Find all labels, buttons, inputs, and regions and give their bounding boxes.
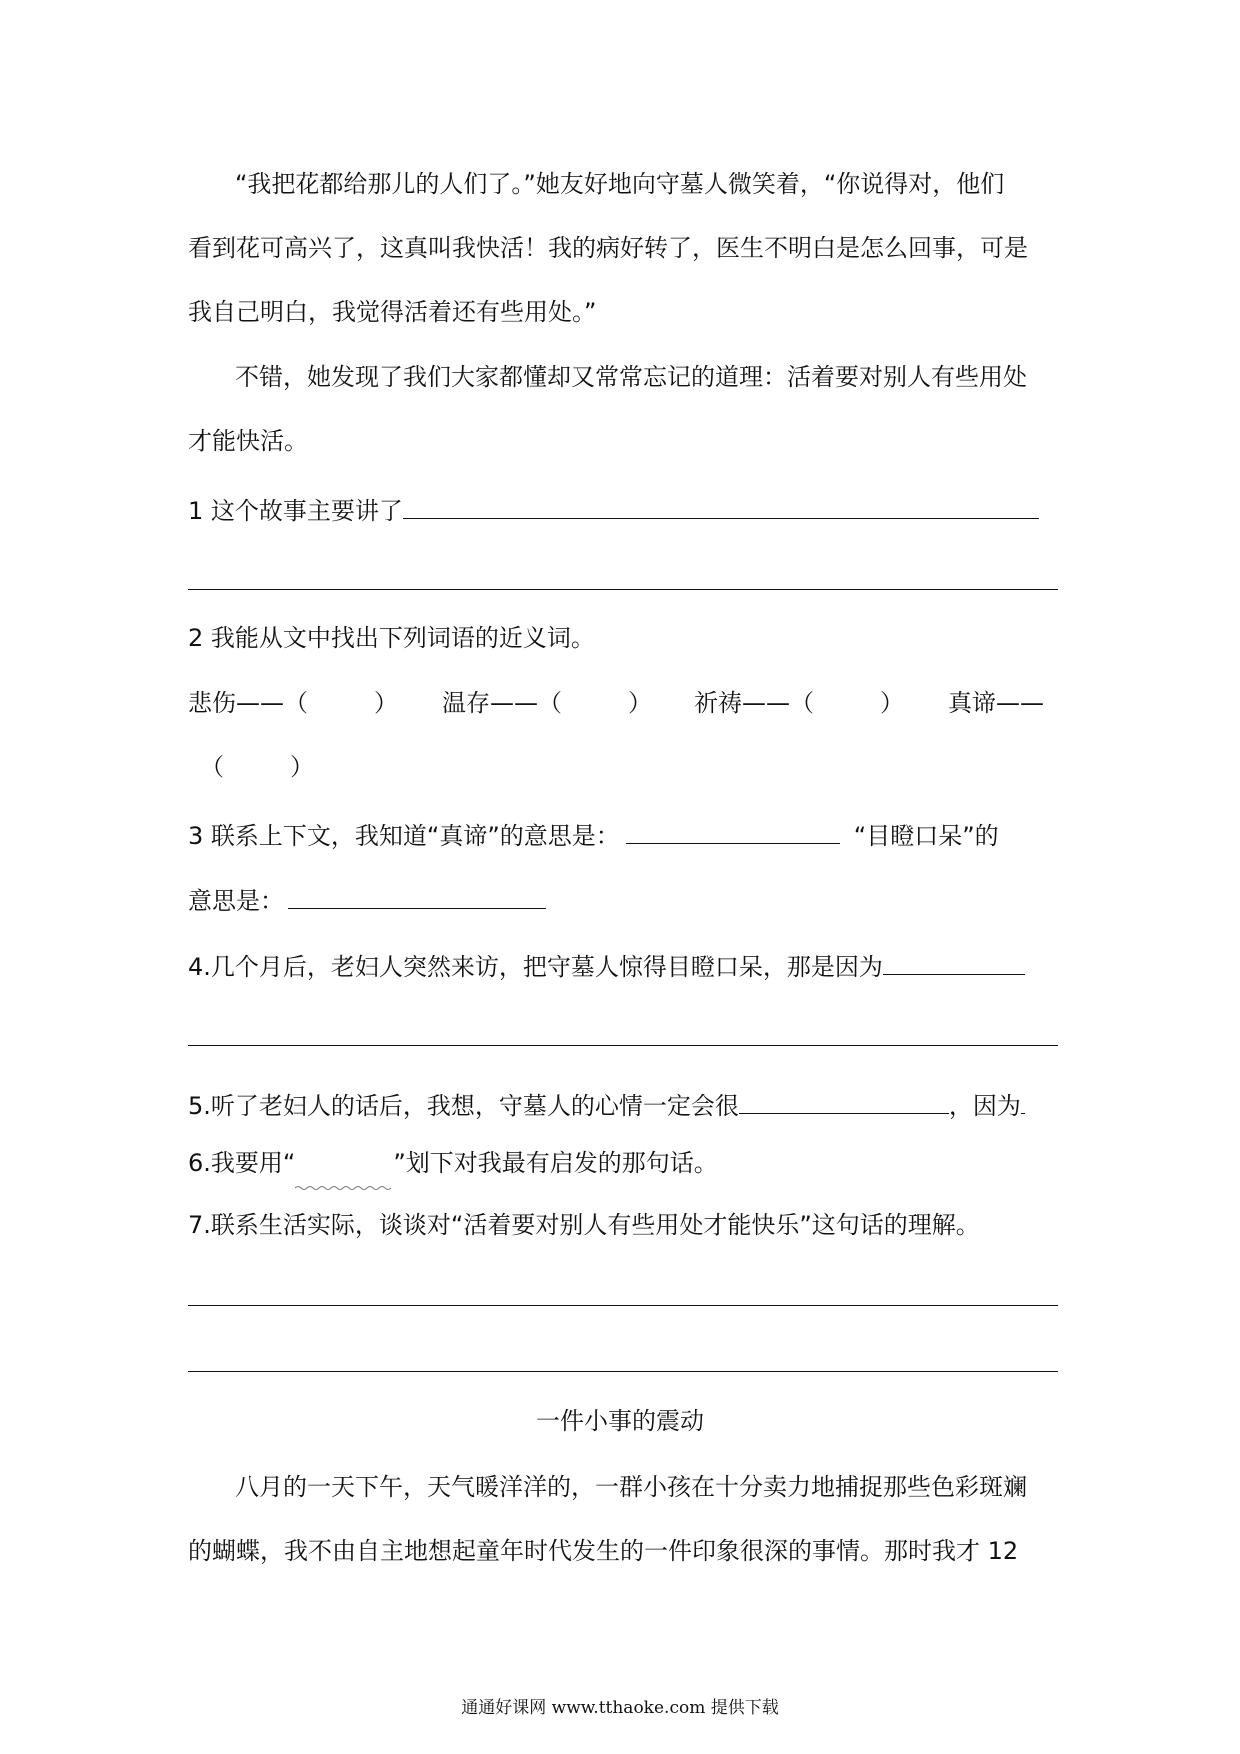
question-5 [188, 1087, 1025, 1122]
passage-line-2: 看到花可高兴了，这真叫我快活！我的病好转了，医生不明白是怎么回事，可是 [188, 234, 1028, 262]
question-3-answer-blank-2[interactable] [288, 882, 546, 909]
question-4 [188, 948, 1025, 983]
question-3-text-1: 3 联系上下文，我知道“真谛”的意思是： [188, 822, 620, 850]
question-6 [188, 1147, 718, 1179]
passage-line-4: 不错，她发现了我们大家都懂却又常常忘记的道理：活着要对别人有些用处 [235, 363, 1027, 391]
question-6-text-2: ”划下对我最有启发的那句话。 [393, 1149, 718, 1177]
question-5-text-1: 5.听了老妇人的话后，我想，守墓人的心情一定会很 [188, 1092, 739, 1120]
question-3-text-3: 意思是： [188, 887, 284, 915]
question-1-answer-line-2[interactable] [188, 589, 1058, 590]
wavy-line-icon [295, 1181, 393, 1195]
question-7-answer-line-2[interactable] [188, 1371, 1058, 1372]
question-7: 7.联系生活实际，谈谈对“活着要对别人有些用处才能快乐”这句话的理解。 [188, 1211, 980, 1239]
question-1 [188, 492, 1039, 527]
question-4-text: 4.几个月后，老妇人突然来访，把守墓人惊得目瞪口呆，那是因为 [188, 953, 883, 981]
question-5-answer-blank[interactable] [739, 1087, 949, 1114]
passage-line-5: 才能快活。 [188, 427, 308, 455]
synonym-item-2[interactable]: 温存——（ ） [442, 689, 652, 717]
synonym-item-3[interactable]: 祈祷——（ ） [694, 689, 904, 717]
question-1-answer-blank[interactable] [403, 492, 1039, 519]
question-6-text-1: 6.我要用“ [188, 1149, 296, 1177]
question-3 [188, 817, 999, 852]
question-3-text-2: “目瞪口呆”的 [853, 822, 999, 850]
question-4-answer-line-2[interactable] [188, 1045, 1058, 1046]
question-3-cont [188, 882, 546, 917]
story-line-2: 的蝴蝶，我不由自主地想起童年时代发生的一件印象很深的事情。那时我才 12 [188, 1537, 1019, 1565]
passage-line-1: “我把花都给那儿的人们了。”她友好地向守墓人微笑着，“你说得对，他们 [235, 170, 1005, 198]
question-1-text: 1 这个故事主要讲了 [188, 497, 403, 525]
passage-line-3: 我自己明白，我觉得活着还有些用处。” [188, 298, 597, 326]
question-5-answer-blank-2[interactable] [1021, 1087, 1025, 1114]
question-5-text-2: ，因为 [948, 1092, 1021, 1120]
question-7-answer-line-1[interactable] [188, 1305, 1058, 1306]
synonym-item-4-answer[interactable]: （ ） [200, 753, 314, 781]
page-footer: 通通好课网 www.tthaoke.com 提供下载 [461, 1698, 779, 1718]
synonym-item-1[interactable]: 悲伤——（ ） [188, 689, 398, 717]
story-title: 一件小事的震动 [536, 1407, 704, 1435]
synonym-item-4: 真谛—— [948, 689, 1044, 717]
question-4-answer-blank[interactable] [883, 948, 1025, 975]
story-line-1: 八月的一天下午，天气暖洋洋的，一群小孩在十分卖力地捕捉那些色彩斑斓 [235, 1473, 1027, 1501]
question-3-answer-blank-1[interactable] [626, 817, 840, 844]
question-2: 2 我能从文中找出下列词语的近义词。 [188, 624, 595, 652]
